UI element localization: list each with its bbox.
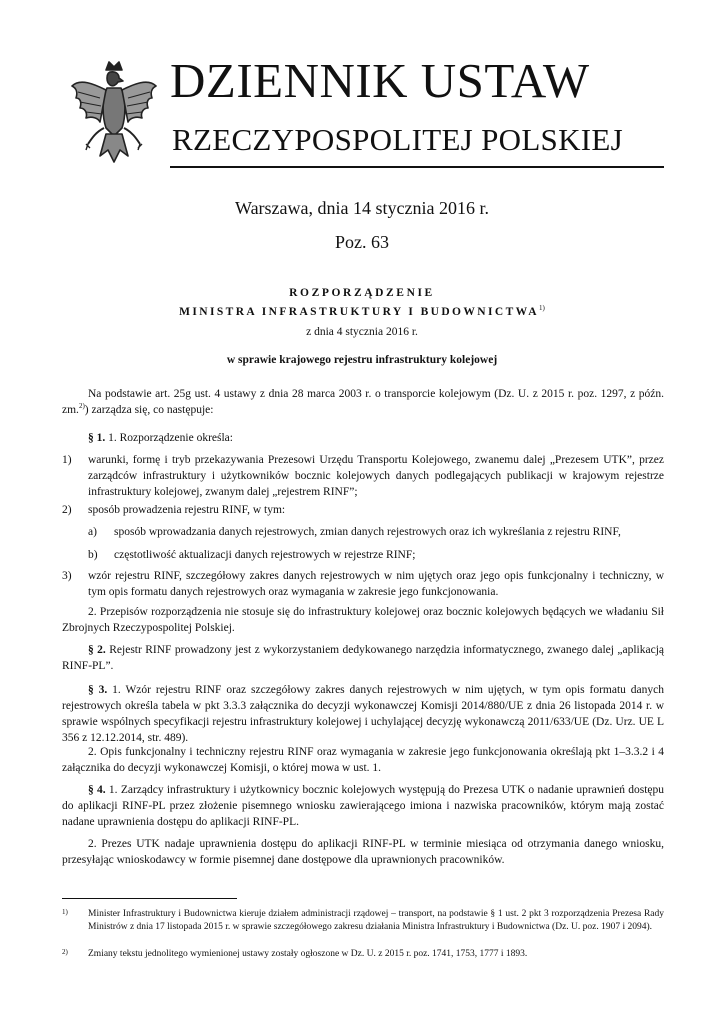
paragraph-4-section-1-text: 1. Zarządcy infrastruktury i użytkownicy bocznic kolejowych występują do Prezesa UTK o nadanie uprawnień dostępu do aplikacji RINF-PL przez złożenie pisemnego wniosku zawierającego imiona i nazwiska pracowników, którym mają zostać nadane uprawnienia dostępu do aplikacji RINF-PL. <box>62 784 665 828</box>
preamble <box>62 386 664 418</box>
preamble-text-a: Na podstawie art. 25g ust. 4 ustawy z dnia 28 marca 2003 r. o transporcie kolejowym (Dz. U. z 2015 r. poz. 1297, z późn. zm. <box>62 388 664 416</box>
footnote-rule <box>62 898 237 899</box>
position-number: Poz. 63 <box>335 232 389 252</box>
paragraph-4-mark: § 4. <box>88 784 106 796</box>
paragraph-3-section-2-text: 2. Opis funkcjonalny i techniczny rejestru RINF oraz wymagania w zakresie jego funkcjonowania określają pkt 1–3.3.2 i 4 załącznika do decyzji wykonawczej Komisji, o której mowa w ust. 1. <box>62 746 664 774</box>
footnote-number: 2) <box>62 948 68 956</box>
item-number: 2) <box>62 504 72 516</box>
preamble-text-b: ) zarządza się, co następuje: <box>84 404 214 416</box>
footnote-1 <box>62 908 664 933</box>
publication-date: Warszawa, dnia 14 stycznia 2016 r. <box>235 198 489 218</box>
act-date: z dnia 4 stycznia 2016 r. <box>306 326 418 338</box>
item-text: warunki, formę i tryb przekazywania Prezesowi Urzędu Transportu Kolejowego, zwanemu dalej „Prezesem UTK”, przez zarządców infrastruktury i użytkowników bocznic kolejowych danych podlegających publikacji w krajowym rejestrze infrastruktury kolejowej, zwanym dalej „rejestrem RINF”; <box>88 454 664 498</box>
journal-subtitle: RZECZYPOSPOLITEJ POLSKIEJ <box>172 122 624 157</box>
paragraph-4-section-1 <box>62 782 664 830</box>
paragraph-1-item-3 <box>62 568 664 600</box>
paragraph-3-mark: § 3. <box>88 684 108 696</box>
act-type: ROZPORZĄDZENIE <box>289 287 435 299</box>
footnote-number: 1) <box>62 908 68 916</box>
paragraph-2-mark: § 2. <box>88 644 106 656</box>
paragraph-1-mark: § 1. <box>88 432 106 444</box>
item-text: sposób prowadzenia rejestru RINF, w tym: <box>88 504 286 516</box>
footnote-2 <box>62 948 664 961</box>
paragraph-1-item-2a <box>62 524 664 540</box>
paragraph-2-text: Rejestr RINF prowadzony jest z wykorzystaniem dedykowanego narzędzia informatycznego, zwanego dalej „aplikacją RINF-PL”. <box>62 644 664 672</box>
journal-title: DZIENNIK USTAW <box>170 53 590 108</box>
paragraph-1-section-2 <box>62 604 664 636</box>
footnote-ref-1: 1) <box>539 304 545 313</box>
item-text: częstotliwość aktualizacji danych rejestrowych w rejestrze RINF; <box>114 549 416 561</box>
act-subject: w sprawie krajowego rejestru infrastruktury kolejowej <box>226 354 498 366</box>
item-text: wzór rejestru RINF, szczegółowy zakres danych rejestrowych w nim ujętych oraz jego opis funkcjonalny i techniczny, w tym opis formatu danych rejestrowych oraz wymagania w zakresie jego funkcjonowania. <box>88 570 664 598</box>
paragraph-1-item-1 <box>62 452 664 500</box>
footnote-text: Minister Infrastruktury i Budownictwa kieruje działem administracji rządowej – transport, na podstawie § 1 ust. 2 pkt 3 rozporządzenia Prezesa Rady Ministrów z dnia 17 listopada 2015 r. w sprawie szczegółowego zakresu działania Ministra Infrastruktury i Budownictwa (Dz. U. poz. 1907 i 2094). <box>88 909 664 932</box>
paragraph-1-section-2-text: 2. Przepisów rozporządzenia nie stosuje się do infrastruktury kolejowej oraz bocznic kolejowych będących we władaniu Sił Zbrojnych Rzeczypospolitej Polskiej. <box>62 606 664 634</box>
item-text: sposób wprowadzania danych rejestrowych, zmian danych rejestrowych oraz ich wykreślania z rejestru RINF, <box>114 526 621 538</box>
act-issuer <box>62 306 662 318</box>
item-letter: b) <box>88 549 98 561</box>
item-number: 1) <box>62 454 72 466</box>
footnote-text: Zmiany tekstu jednolitego wymienionej ustawy zostały ogłoszone w Dz. U. z 2015 r. poz. 1741, 1753, 1777 i 1893. <box>88 949 528 959</box>
item-letter: a) <box>88 526 97 538</box>
act-issuer-text: MINISTRA INFRASTRUKTURY I BUDOWNICTWA <box>179 306 539 318</box>
paragraph-4-section-2 <box>62 836 664 868</box>
footnote-ref-2: 2) <box>78 402 85 411</box>
paragraph-1-intro-text: 1. Rozporządzenie określa: <box>105 432 233 444</box>
item-number: 3) <box>62 570 72 582</box>
paragraph-1-item-2 <box>62 502 664 518</box>
paragraph-3-section-1 <box>62 682 664 746</box>
paragraph-4-section-2-text: 2. Prezes UTK nadaje uprawnienia dostępu do aplikacji RINF-PL w terminie miesiąca od otrzymania danego wniosku, przesyłając wnioskodawcy w formie pisemnej dane dostępowe dla uprawnionych pracowników. <box>62 838 664 866</box>
paragraph-3-section-2 <box>62 744 664 776</box>
paragraph-2 <box>62 642 664 674</box>
paragraph-3-section-1-text: 1. Wzór rejestru RINF oraz szczegółowy zakres danych rejestrowych w nim ujętych, w tym opis formatu danych rejestrowych określa tabela w pkt 3.3.3 załącznika do decyzji wykonawczej Komisji 2014/880/UE z dnia 26 listopada 2014 r. w sprawie wspólnych specyfikacji rejestru infrastruktury kolejowej i uchylającej decyzję wykonawczą 2011/633/UE (Dz. Urz. UE L 356 z 12.12.2014, str. 489). <box>62 684 665 744</box>
header-rule <box>170 166 664 168</box>
polish-eagle-emblem-icon <box>66 58 162 168</box>
paragraph-1-intro <box>62 430 664 446</box>
paragraph-1-item-2b <box>62 547 664 563</box>
